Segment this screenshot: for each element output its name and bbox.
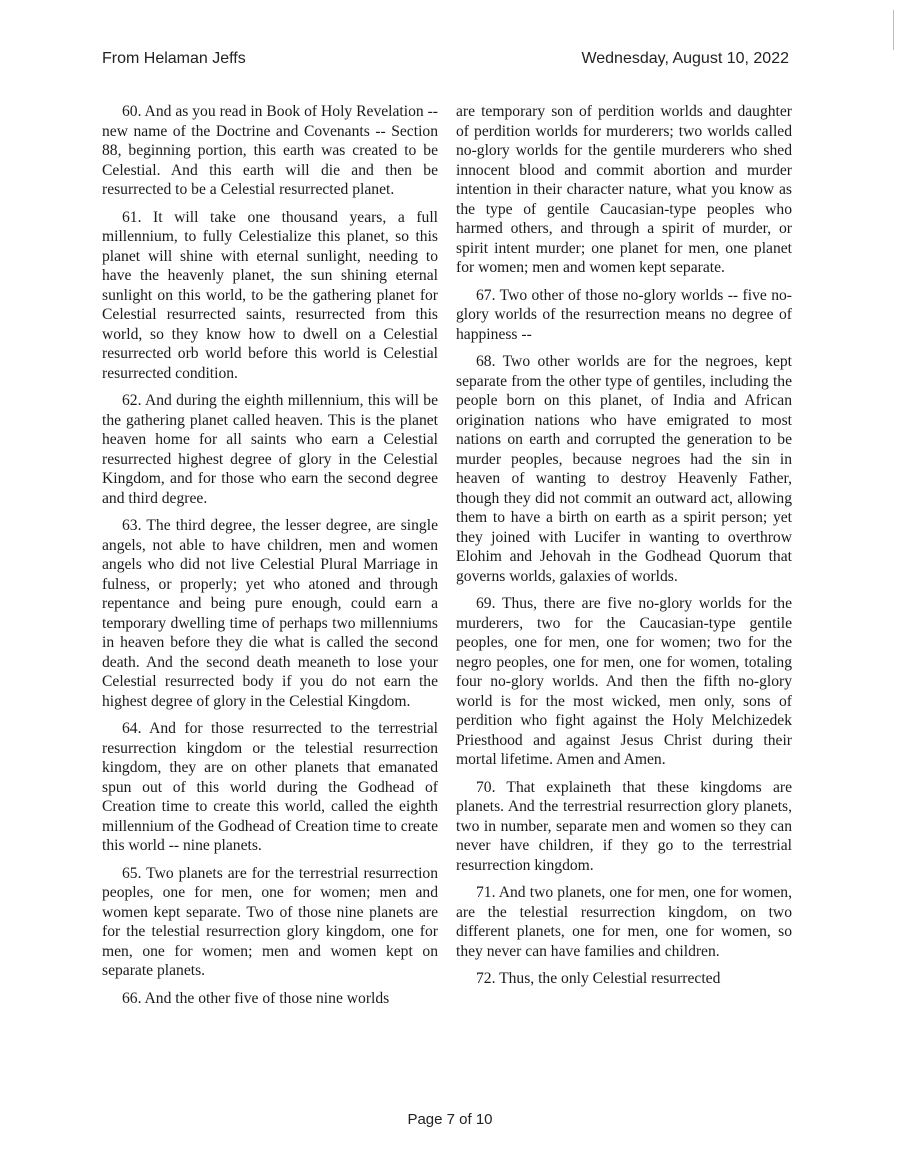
paragraph-66-continued: are temporary son of perdition worlds and daughter of perdition worlds for murderers; two worlds called no-glory worlds for the gentile murderers who shed innocent blood and commit abortion and murder intention in their character nature, what you know as the type of gentile Caucasian-type peoples who harmed others, and through a spirit of murder, or spirit intent murder; one planet for men, one planet for women; men and women kept separate. — [456, 103, 792, 276]
paragraph-69: 69. Thus, there are five no-glory worlds for the murderers, two for the Caucasian-type gentile peoples, one for men, one for women; two for the negro peoples, one for men, one for women, totaling four no-glory worlds. And then the fifth no-glory world is for the most wicked, men only, sons of perdition who fight against the Holy Melchizedek Priesthood and against Jesus Christ during their mortal lifetime. Amen and Amen. — [456, 595, 792, 768]
scan-edge-mark — [893, 10, 894, 50]
paragraph-64: 64. And for those resurrected to the terrestrial resurrection kingdom or the telestial resurrection kingdom, they are on other planets that emanated spun out of this world during the Godhead of Creation time to create this world, called the eighth millennium of the Godhead of Creation time to create this world -- nine planets. — [102, 720, 438, 854]
paragraph-67: 67. Two other of those no-glory worlds -- five no-glory worlds of the resurrection means no degree of happiness -- — [456, 286, 792, 343]
page-number: Page 7 of 10 — [407, 1111, 493, 1128]
paragraph-71: 71. And two planets, one for men, one for women, are the telestial resurrection kingdom, on two different planets, one for men, one for women, so they never can have families and children. — [456, 884, 792, 960]
paragraph-60: 60. And as you read in Book of Holy Revelation -- new name of the Doctrine and Covenants -- Section 88, beginning portion, this earth was created to be Celestial. And this earth will die and then be resurrected to be a Celestial resurrected planet. — [102, 103, 438, 198]
paragraph-65: 65. Two planets are for the terrestrial resurrection peoples, one for men, one for women; men and women kept separate. Two of those nine planets are for the telestial resurrection glory kingdom, one for men, one for women; men and women kept on separate planets. — [102, 864, 438, 979]
paragraph-61: 61. It will take one thousand years, a full millennium, to fully Celestialize this planet, so this planet will shine with eternal sunlight, needing to have the heavenly planet, the sun shining eternal sunlight on this world, to be the gathering planet for Celestial resurrected saints, resurrected from this world, so they know how to dwell on a Celestial resurrected orb world before this world is Celestial resurrected condition. — [102, 208, 438, 382]
paragraph-70: 70. That explaineth that these kingdoms are planets. And the terrestrial resurrection glory planets, two in number, separate men and women so they can never have children, if they go to the terrestrial resurrection kingdom. — [456, 778, 792, 874]
header-from: From Helaman Jeffs — [102, 50, 246, 67]
header-date: Wednesday, August 10, 2022 — [581, 50, 789, 67]
paragraph-66: 66. And the other five of those nine worlds — [122, 989, 390, 1007]
left-column — [102, 102, 438, 1092]
paragraph-72: 72. Thus, the only Celestial resurrected — [476, 970, 721, 987]
paragraph-62: 62. And during the eighth millennium, this will be the gathering planet called heaven. This is the planet heaven home for all saints who earn a Celestial resurrected highest degree of glory in the Celestial Kingdom, and for those who earn the second degree and third degree. — [102, 392, 438, 507]
two-column-body — [102, 102, 792, 1092]
right-column — [456, 102, 792, 1092]
paragraph-68: 68. Two other worlds are for the negroes, kept separate from the other type of gentiles, including the people born on this planet, of India and African origination nations who have emigrated to most nations on earth and corrupted the generation to be murder peoples, because negroes had the sin in heaven of wanting to destroy Heavenly Father, though they did not commit an outward act, allowing them to have a birth on earth as a spirit person; yet they joined with Lucifer in wanting to overthrow Elohim and Jehovah in the Godhead Quorum that governs worlds, galaxies of worlds. — [456, 353, 792, 585]
paragraph-63: 63. The third degree, the lesser degree, are single angels, not able to have children, men and women angels who did not live Celestial Plural Marriage in fulness, or properly; yet who atoned and through repentance and being pure enough, could earn a temporary dwelling time of perhaps two millenniums in heaven before they die what is called the second death. And the second death meaneth to lose your Celestial resurrected body if you do not earn the highest degree of glory in the Celestial Kingdom. — [102, 517, 438, 710]
